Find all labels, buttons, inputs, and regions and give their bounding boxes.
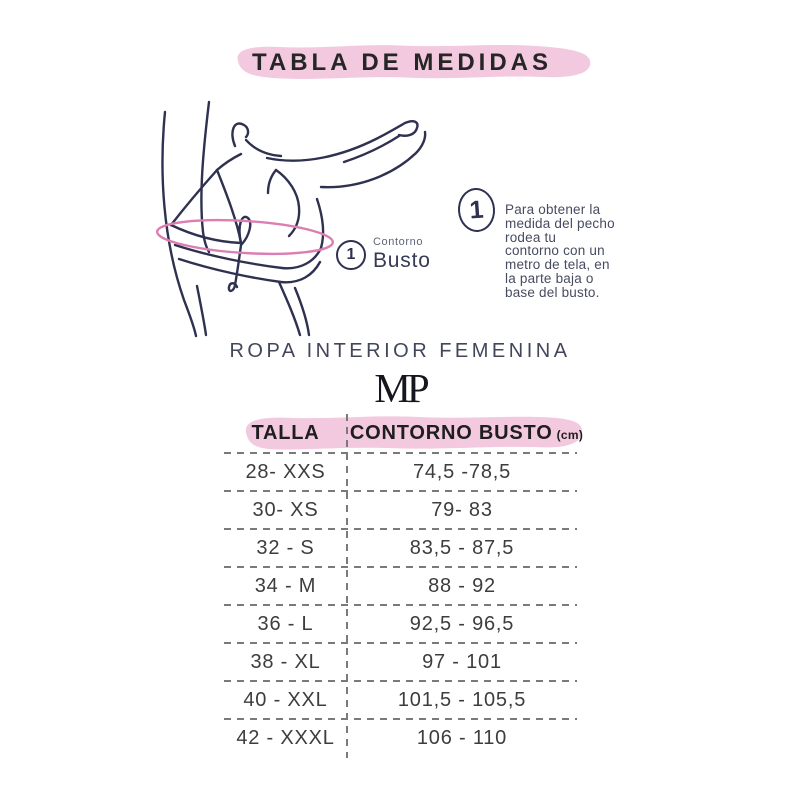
column-divider-line <box>346 414 348 758</box>
instruction-text <box>505 203 640 300</box>
bust-measure-ellipse <box>156 216 334 259</box>
talla-cell: 38 - XL <box>250 651 321 673</box>
table-row <box>224 605 577 643</box>
talla-cell: 30- XS <box>252 499 319 521</box>
busto-cell: 97 - 101 <box>422 651 502 673</box>
instruction-line: base del busto. <box>505 284 600 300</box>
column-header-unit: (cm) <box>556 428 584 442</box>
table-row <box>224 567 577 605</box>
talla-cell: 42 - XXXL <box>236 727 335 749</box>
title-banner <box>205 42 599 82</box>
column-header-label: CONTORNO BUSTO <box>349 422 553 444</box>
measure-tag-small-label: Contorno <box>373 236 424 248</box>
column-header-talla: TALLA <box>251 422 320 444</box>
instruction-line: la parte baja o <box>505 270 594 286</box>
busto-cell: 106 - 110 <box>416 727 508 749</box>
table-row <box>224 719 577 757</box>
instruction-step-number: 1 <box>457 187 497 233</box>
busto-cell: 79- 83 <box>431 499 493 521</box>
measure-point-badge: 1 <box>336 240 366 270</box>
table-row <box>224 529 577 567</box>
size-table-body <box>224 453 577 757</box>
page-title: TABLA DE MEDIDAS <box>252 49 552 76</box>
measure-tag-big-label: Busto <box>373 249 431 272</box>
talla-cell: 28- XXS <box>245 461 326 483</box>
instruction-line: Para obtener la <box>505 202 601 217</box>
talla-cell: 40 - XXL <box>243 689 328 711</box>
column-header-contorno-busto <box>347 414 586 451</box>
bust-measurement-illustration <box>148 92 434 338</box>
table-row <box>224 643 577 681</box>
instruction-line: rodea tu <box>505 229 557 245</box>
instruction-step-1 <box>458 188 640 300</box>
table-row <box>224 681 577 719</box>
size-table-header <box>224 414 586 451</box>
brand-logo: MP <box>374 365 426 411</box>
talla-cell: 36 - L <box>257 613 314 635</box>
measure-tag-labels <box>373 237 431 271</box>
instruction-line: contorno con un <box>505 243 605 259</box>
busto-cell: 92,5 - 96,5 <box>409 613 515 635</box>
busto-cell: 101,5 - 105,5 <box>397 689 527 711</box>
table-row <box>224 491 577 529</box>
torso-line-art <box>162 102 425 336</box>
talla-cell: 34 - M <box>254 575 317 597</box>
bust-measure-tag <box>336 237 431 271</box>
section-heading: ROPA INTERIOR FEMENINA <box>229 340 571 362</box>
instruction-line: medida del pecho <box>505 215 615 231</box>
instruction-line: metro de tela, en <box>505 257 610 273</box>
talla-cell: 32 - S <box>256 537 315 559</box>
busto-cell: 88 - 92 <box>428 575 496 597</box>
table-row <box>224 453 577 491</box>
busto-cell: 83,5 - 87,5 <box>409 537 515 559</box>
busto-cell: 74,5 -78,5 <box>412 461 512 483</box>
